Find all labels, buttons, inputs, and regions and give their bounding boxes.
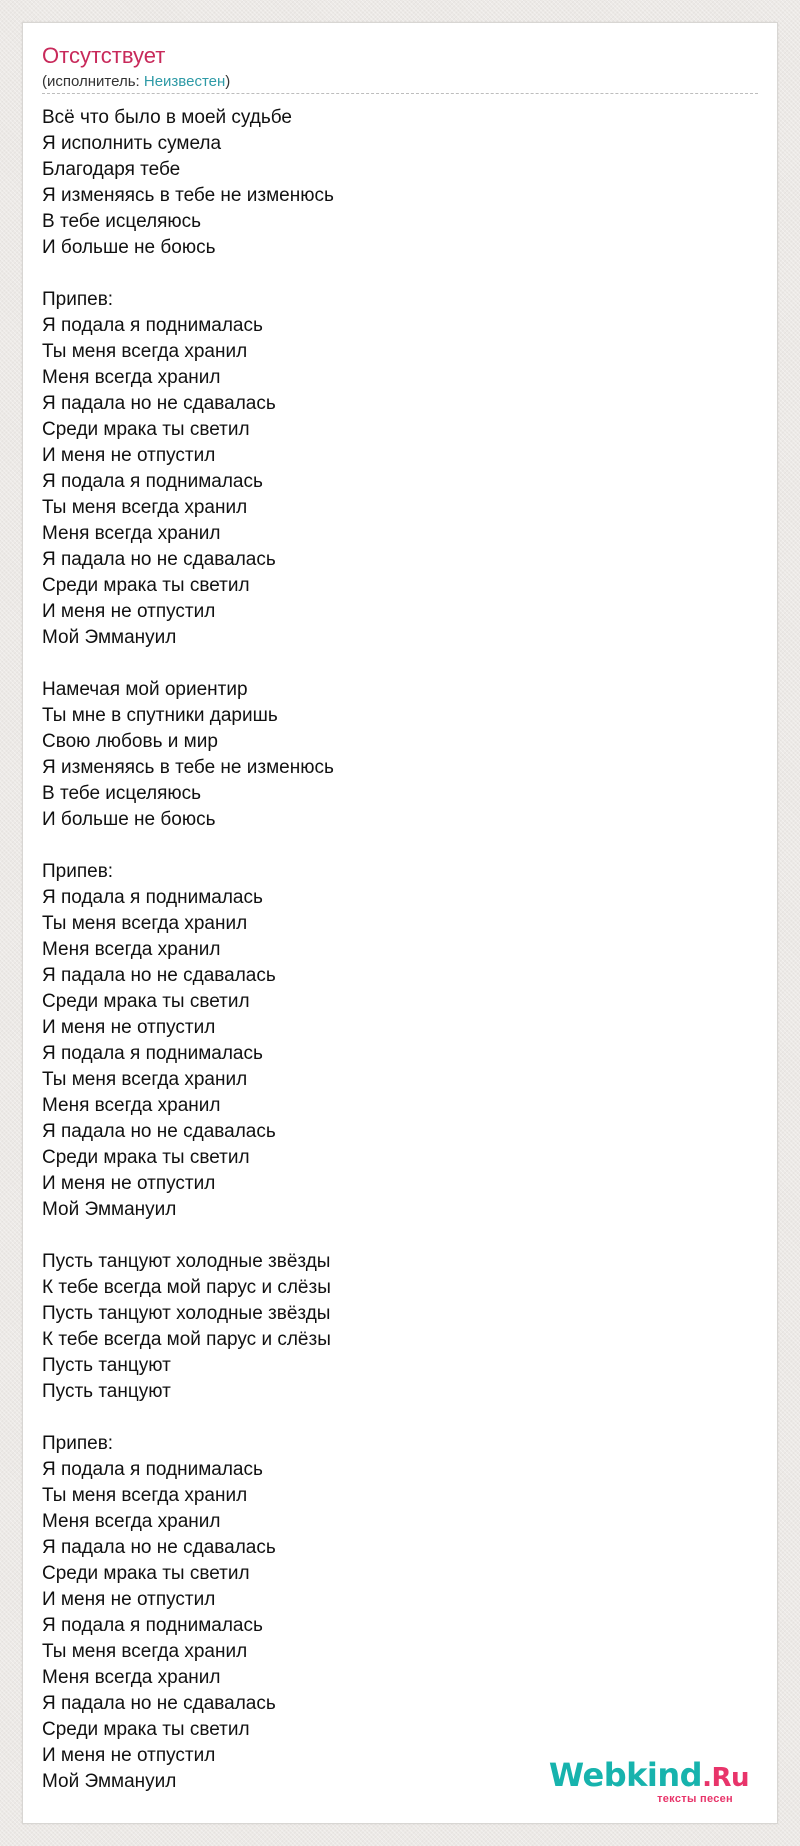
lyric-line: Среди мрака ты светил: [42, 991, 250, 1012]
lyric-line: И меня не отпустил: [42, 1589, 216, 1610]
lyric-line: Ты мне в спутники даришь: [42, 705, 278, 726]
lyric-line: Пусть танцуют: [42, 1355, 171, 1376]
lyric-line: В тебе исцеляюсь: [42, 783, 202, 804]
lyric-line: Я падала но не сдавалась: [42, 1693, 276, 1714]
lyric-line: Свою любовь и мир: [42, 731, 218, 752]
logo-domain: .Ru: [702, 1763, 749, 1793]
lyric-line: Среди мрака ты светил: [42, 1719, 250, 1740]
lyric-line: Я подала я поднималась: [42, 887, 263, 908]
artist-link[interactable]: Неизвестен: [143, 73, 226, 90]
lyric-line: Меня всегда хранил: [42, 1095, 221, 1116]
lyric-line: Припев:: [42, 1433, 114, 1454]
lyric-line: К тебе всегда мой парус и слёзы: [42, 1329, 331, 1350]
artist-line: [42, 73, 230, 91]
lyric-line: Я подала я поднималась: [42, 1043, 263, 1064]
lyric-line: Я изменяясь в тебе не изменюсь: [42, 185, 334, 206]
lyric-line: Я подала я поднималась: [42, 471, 263, 492]
stanza-break: [42, 651, 742, 677]
lyric-line: Ты меня всегда хранил: [42, 341, 248, 362]
logo-name: Webkind: [548, 1756, 703, 1794]
lyric-line: Припев:: [42, 289, 114, 310]
lyric-line: Всё что было в моей судьбе: [42, 107, 292, 128]
artist-prefix: (исполнитель:: [42, 73, 144, 90]
lyric-line: Я исполнить сумела: [42, 133, 222, 154]
site-logo[interactable]: [549, 1757, 749, 1805]
lyric-line: Я подала я поднималась: [42, 1459, 263, 1480]
lyric-line: И меня не отпустил: [42, 601, 216, 622]
lyric-line: К тебе всегда мой парус и слёзы: [42, 1277, 331, 1298]
lyric-line: Меня всегда хранил: [42, 1667, 221, 1688]
lyric-line: Мой Эммануил: [42, 627, 177, 648]
lyric-line: Я изменяясь в тебе не изменюсь: [42, 757, 334, 778]
lyric-line: Ты меня всегда хранил: [42, 1485, 248, 1506]
lyric-line: И больше не боюсь: [42, 809, 216, 830]
lyric-line: Я падала но не сдавалась: [42, 393, 276, 414]
lyric-line: Меня всегда хранил: [42, 939, 221, 960]
lyric-line: Ты меня всегда хранил: [42, 1641, 248, 1662]
lyric-line: Пусть танцуют: [42, 1381, 171, 1402]
lyric-line: Я падала но не сдавалась: [42, 549, 276, 570]
lyric-line: Среди мрака ты светил: [42, 1147, 250, 1168]
lyric-line: Я падала но не сдавалась: [42, 1121, 276, 1142]
lyric-line: И меня не отпустил: [42, 1745, 216, 1766]
title-divider: [42, 93, 758, 94]
lyric-line: Пусть танцуют холодные звёзды: [42, 1303, 331, 1324]
lyric-line: Меня всегда хранил: [42, 523, 221, 544]
lyrics-card: [22, 22, 778, 1824]
stanza-break: [42, 833, 742, 859]
lyric-line: Среди мрака ты светил: [42, 1563, 250, 1584]
lyric-line: Меня всегда хранил: [42, 367, 221, 388]
lyric-line: Ты меня всегда хранил: [42, 913, 248, 934]
stanza-break: [42, 261, 742, 287]
lyric-line: Ты меня всегда хранил: [42, 497, 248, 518]
lyric-line: В тебе исцеляюсь: [42, 211, 202, 232]
song-title: Отсутствует: [42, 43, 166, 68]
lyric-line: Благодаря тебе: [42, 159, 181, 180]
logo-tagline: тексты песен: [657, 1793, 733, 1805]
stanza-break: [42, 1223, 742, 1249]
lyric-line: Я подала я поднималась: [42, 315, 263, 336]
lyric-line: Я падала но не сдавалась: [42, 965, 276, 986]
lyric-line: Меня всегда хранил: [42, 1511, 221, 1532]
logo-wordmark: [549, 1757, 749, 1796]
lyric-line: И меня не отпустил: [42, 445, 216, 466]
artist-suffix: ): [225, 73, 231, 90]
lyrics-text: [42, 105, 742, 1795]
stanza-break: [42, 1405, 742, 1431]
lyric-line: Намечая мой ориентир: [42, 679, 248, 700]
lyric-line: Среди мрака ты светил: [42, 419, 250, 440]
lyric-line: Среди мрака ты светил: [42, 575, 250, 596]
lyric-line: Я падала но не сдавалась: [42, 1537, 276, 1558]
lyric-line: Я подала я поднималась: [42, 1615, 263, 1636]
lyric-line: И больше не боюсь: [42, 237, 216, 258]
lyric-line: И меня не отпустил: [42, 1017, 216, 1038]
lyric-line: Ты меня всегда хранил: [42, 1069, 248, 1090]
lyric-line: Припев:: [42, 861, 114, 882]
lyric-line: Пусть танцуют холодные звёзды: [42, 1251, 331, 1272]
lyric-line: Мой Эммануил: [42, 1199, 177, 1220]
lyric-line: И меня не отпустил: [42, 1173, 216, 1194]
lyric-line: Мой Эммануил: [42, 1771, 177, 1792]
